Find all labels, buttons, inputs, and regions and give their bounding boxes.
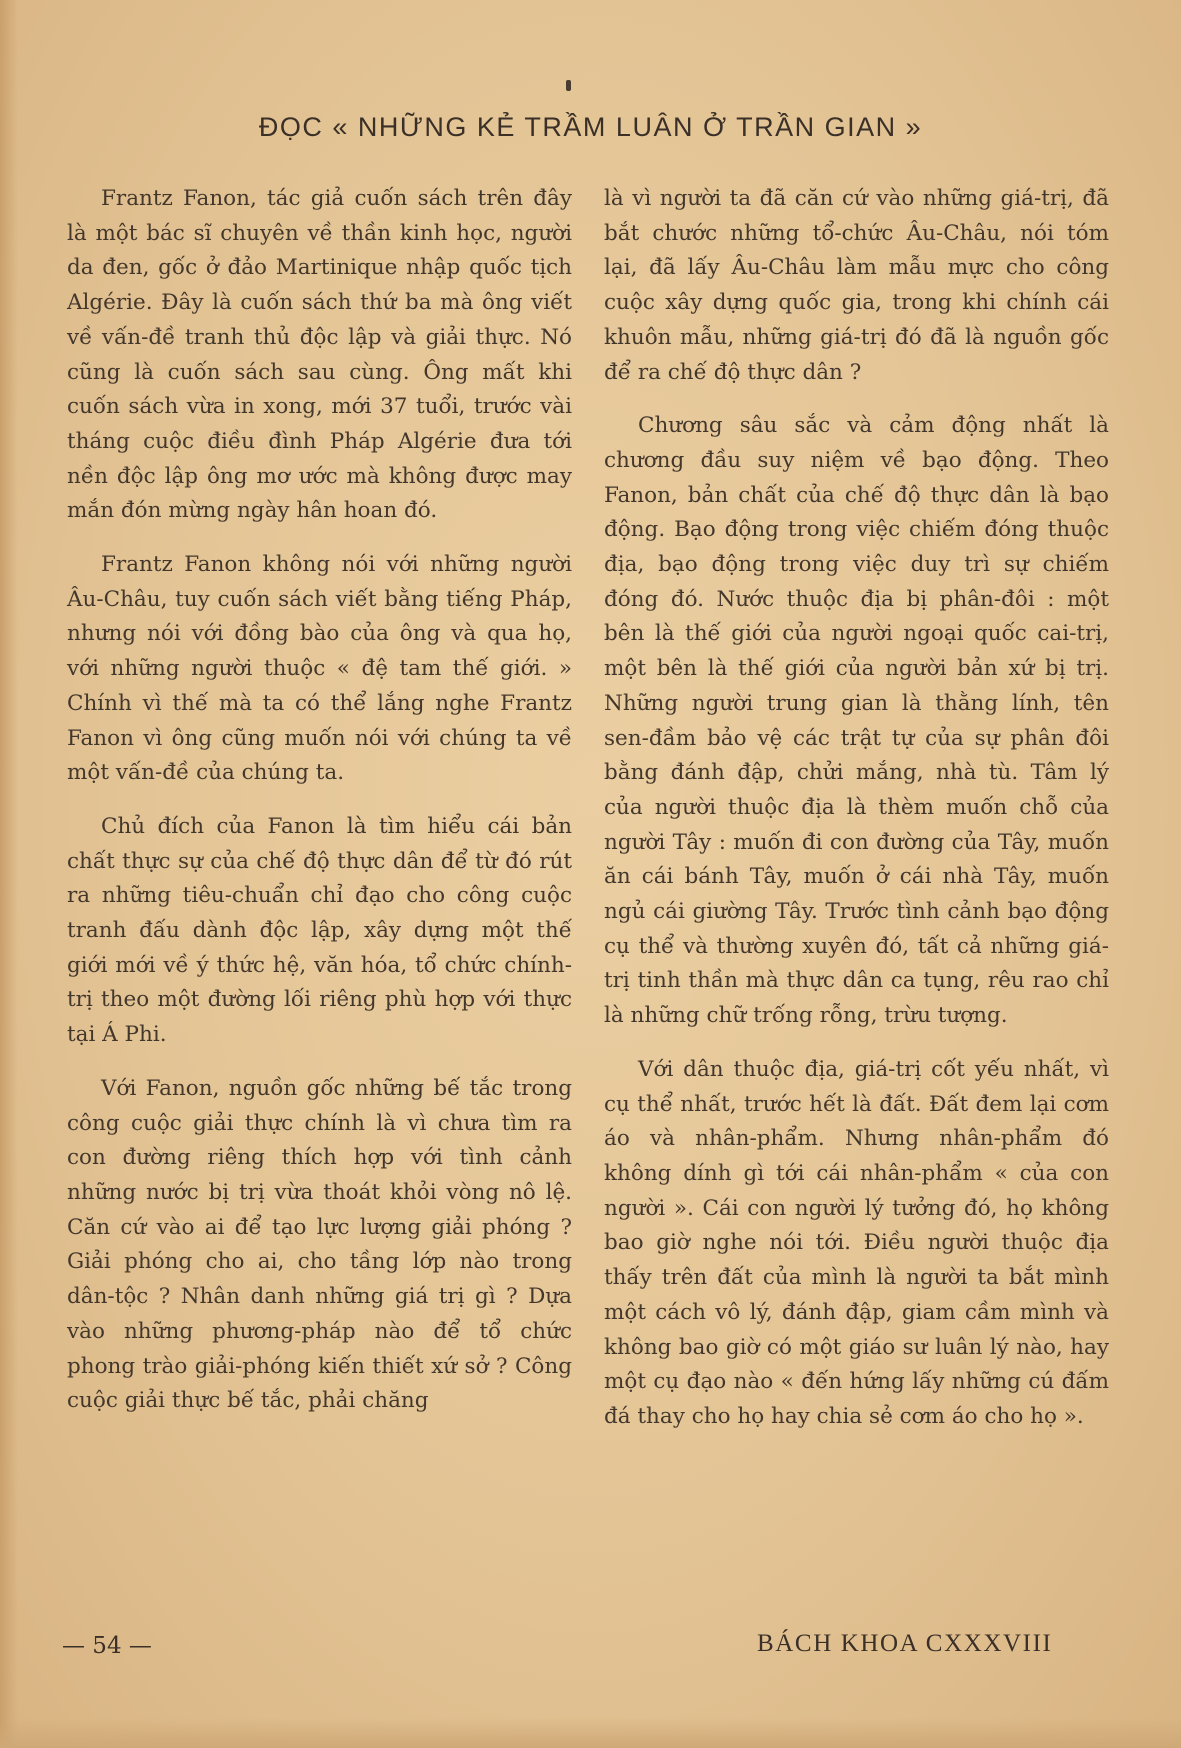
- paragraph: Với dân thuộc địa, giá-trị cốt yếu nhất, vì cụ thể nhất, trước hết là đất. Đất đem lại cơm áo và nhân-phẩm. Nhưng nhân-phẩm đó không dính gì tới cái nhân-phẩm « của con người ». Cái con người lý tưởng đó, họ không bao giờ nghe nói tới. Điều người thuộc địa thấy trên đất của mình là người ta bắt mình một cách vô lý, đánh đập, giam cầm mình và không bao giờ có một giáo sư luân lý nào, hay một cụ đạo nào « đến hứng lấy những cú đấm đá thay cho họ hay chia sẻ cơm áo cho họ ».: [604, 1056, 1109, 1429]
- running-title: ĐỌC « NHỮNG KẺ TRẦM LUÂN Ở TRẦN GIAN »: [258, 112, 923, 142]
- page-edge-shadow: [0, 0, 18, 1748]
- journal-issue: BÁCH KHOA CXXXVIII: [757, 1630, 1053, 1657]
- paragraph: Frantz Fanon, tác giả cuốn sách trên đây là một bác sĩ chuyên về thần kinh học, người da đen, gốc ở đảo Martinique nhập quốc tịch Algérie. Đây là cuốn sách thứ ba mà ông viết về vấn-đề tranh thủ độc lập và giải thực. Nó cũng là cuốn sách sau cùng. Ông mất khi cuốn sách vừa in xong, mới 37 tuổi, trước vài tháng cuộc điều đình Pháp Algérie đưa tới nền độc lập ông mơ ước mà không được may mắn đón mừng ngày hân hoan đó.: [67, 186, 572, 524]
- paragraph: Frantz Fanon không nói với những người Âu-Châu, tuy cuốn sách viết bằng tiếng Pháp, nhưng nói với đồng bào của ông và qua họ, với những người thuộc « đệ tam thế giới. » Chính vì thế mà ta có thể lắng nghe Frantz Fanon vì ông cũng muốn nói với chúng ta về một vấn-đề của chúng ta.: [67, 552, 572, 786]
- paragraph: Với Fanon, nguồn gốc những bế tắc trong công cuộc giải thực chính là vì chưa tìm ra con đường riêng thích hợp với tình cảnh những nước bị trị vừa thoát khỏi vòng nô lệ. Căn cứ vào ai để tạo lực lượng giải phóng ? Giải phóng cho ai, cho tầng lớp nào trong dân-tộc ? Nhân danh những giá trị gì ? Dựa vào những phương-pháp nào để tổ chức phong trào giải-phóng kiến thiết xứ sở ? Công cuộc giải thực bế tắc, phải chăng: [67, 1075, 572, 1414]
- paragraph: Chương sâu sắc và cảm động nhất là chương đầu suy niệm về bạo động. Theo Fanon, bản chất của chế độ thực dân là bạo động. Bạo động trong việc chiếm đóng thuộc địa, bạo động trong việc duy trì sự chiếm đóng đó. Nước thuộc địa bị phân-đôi : một bên là thế giới của người ngoại quốc cai-trị, một bên là thế giới của người bản xứ bị trị. Những người trung gian là thằng lính, tên sen-đầm bảo vệ các trật tự của sự phân đôi bằng đánh đập, chửi mắng, nhà tù. Tâm lý của người thuộc địa là thèm muốn chỗ của người Tây : muốn đi con đường của Tây, muốn ăn cái bánh Tây, muốn ở cái nhà Tây, muốn ngủ cái giường Tây. Trước tình cảnh bạo động cụ thể và thường xuyên đó, tất cả những giá-trị tinh thần mà thực dân ca tụng, rêu rao chỉ là những chữ trống rỗng, trừu tượng.: [604, 413, 1109, 1029]
- paragraph-continued: là vì người ta đã căn cứ vào những giá-trị, đã bắt chước những tổ-chức Âu-Châu, nói tóm lại, đã lấy Âu-Châu làm mẫu mực cho công cuộc xây dựng quốc gia, trong khi chính cái khuôn mẫu, những giá-trị đó đã là nguồn gốc để ra chế độ thực dân ?: [604, 186, 1109, 385]
- page-bottom-shadow: [0, 1718, 1181, 1748]
- paragraph: Chủ đích của Fanon là tìm hiểu cái bản chất thực sự của chế độ thực dân để từ đó rút ra những tiêu-chuẩn chỉ đạo cho công cuộc tranh đấu dành độc lập, xây dựng một thế giới mới về ý thức hệ, văn hóa, tổ chức chính-trị theo một đường lối riêng phù hợp với thực tại Á Phi.: [67, 813, 572, 1048]
- right-column: [604, 182, 1109, 1435]
- left-column: [67, 182, 572, 1419]
- page-number: — 54 —: [62, 1633, 152, 1659]
- ink-mark: [566, 80, 571, 91]
